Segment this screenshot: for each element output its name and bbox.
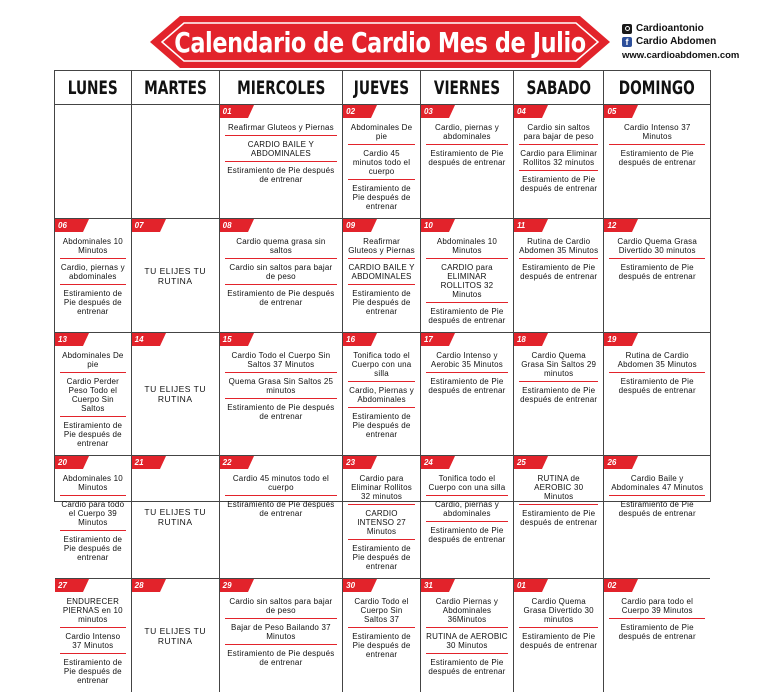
activity-item: CARDIO para ELIMINAR ROLLITOS 32 Minutos [426, 261, 508, 303]
free-choice-label: TU ELIJES TU RUTINA [144, 384, 206, 404]
activity-item: Estiramiento de Pie después de entrenar [618, 500, 696, 518]
activity-item: Abdominales De pie [60, 349, 126, 373]
day-number-badge: 13 [55, 333, 83, 346]
title-banner [150, 14, 610, 70]
activity-item: Cardio sin saltos para bajar de peso [519, 121, 599, 145]
activity-item: Cardio, piernas y abdominales [60, 261, 126, 285]
facebook-icon: f [622, 37, 632, 47]
activity-item: Cardio, piernas y abdominales [426, 498, 508, 522]
activity-item: Cardio 45 minutos todo el cuerpo [348, 147, 415, 180]
day-header-label: JUEVES [353, 76, 410, 99]
activity-item: Cardio para Eliminar Rollitos 32 minutos [519, 147, 599, 171]
calendar-day-cell [421, 456, 514, 579]
calendar-day-cell [421, 579, 514, 692]
activity-item: Cardio sin saltos para bajar de peso [225, 261, 337, 285]
activity-item: Estiramiento de Pie después de entrenar [63, 421, 123, 448]
activity-item: Estiramiento de Pie después de entrenar [520, 263, 598, 281]
day-number-badge: 25 [514, 456, 542, 469]
activity-item: CARDIO BAILE Y ABDOMINALES [348, 261, 415, 285]
day-header-jueves [343, 71, 421, 105]
day-number-badge: 24 [421, 456, 449, 469]
day-number-badge: 20 [55, 456, 83, 469]
day-header-miercoles [220, 71, 343, 105]
day-header-lunes [55, 71, 132, 105]
calendar-day-cell [132, 456, 220, 579]
calendar-day-cell [55, 333, 132, 456]
activity-item: Estiramiento de Pie después de entrenar [520, 386, 598, 404]
calendar-day-cell [514, 219, 605, 333]
calendar-day-cell [55, 456, 132, 579]
activity-item: Estiramiento de Pie después de entrenar [618, 623, 696, 641]
activity-item: RUTINA de AEROBIC 30 Minutos [426, 630, 508, 654]
activity-item: Estiramiento de Pie después de entrenar [428, 526, 506, 544]
calendar-day-cell [220, 579, 343, 692]
activity-item: Estiramiento de Pie después de entrenar [618, 149, 696, 167]
activity-item: Cardio Todo el Cuerpo Sin Saltos 37 [348, 595, 415, 628]
day-number-badge: 10 [421, 219, 449, 232]
activity-item: Rutina de Cardio Abdomen 35 Minutos [609, 349, 705, 373]
calendar-day-cell [514, 105, 605, 219]
day-number-badge: 19 [604, 333, 632, 346]
activity-item: Estiramiento de Pie después de entrenar [227, 500, 335, 518]
activity-item: Abdominales 10 Minutos [426, 235, 508, 259]
activity-item: Estiramiento de Pie después de entrenar [428, 377, 506, 395]
calendar-day-cell [132, 579, 220, 692]
day-header-label: SABADO [526, 76, 591, 99]
calendar-day-cell [55, 579, 132, 692]
social-links [622, 22, 739, 62]
calendar-day-cell [604, 456, 710, 579]
activity-item: CARDIO INTENSO 27 Minutos [348, 507, 415, 540]
activity-item: Estiramiento de Pie después de entrenar [352, 289, 411, 316]
activity-item: Cardio Baile y Abdominales 47 Minutos [609, 472, 705, 496]
activity-item: Estiramiento de Pie después de entrenar [227, 166, 335, 184]
activity-item: Cardio para todo el Cuerpo 39 Minutos [609, 595, 705, 619]
instagram-handle[interactable]: Cardioantonio [636, 23, 704, 34]
activity-item: Estiramiento de Pie después de entrenar [428, 658, 506, 676]
day-number-badge: 12 [604, 219, 632, 232]
activity-item: Cardio Perder Peso Todo el Cuerpo Sin Saltos [60, 375, 126, 417]
activity-item: Estiramiento de Pie después de entrenar [618, 263, 696, 281]
day-number-badge: 31 [421, 579, 449, 592]
website-link[interactable]: www.cardioabdomen.com [622, 50, 740, 61]
calendar-day-cell [604, 219, 710, 333]
day-number-badge: 30 [343, 579, 371, 592]
calendar-day-cell [220, 333, 343, 456]
day-header-label: DOMINGO [619, 76, 696, 99]
day-number-badge: 08 [220, 219, 248, 232]
calendar-day-cell [343, 105, 421, 219]
calendar-day-cell [132, 333, 220, 456]
day-number-badge: 03 [421, 105, 449, 118]
calendar-day-cell [55, 219, 132, 333]
day-number-badge: 06 [55, 219, 83, 232]
activity-item: Cardio quema grasa sin saltos [225, 235, 337, 259]
calendar-day-cell [343, 219, 421, 333]
facebook-handle[interactable]: Cardio Abdomen [636, 36, 717, 47]
page-title: Calendario de Cardio Mes de Julio [174, 25, 586, 59]
day-number-badge: 05 [604, 105, 632, 118]
activity-item: Estiramiento de Pie después de entrenar [352, 632, 411, 659]
day-header-label: VIERNES [433, 76, 501, 99]
activity-item: Cardio Piernas y Abdominales 36Minutos [426, 595, 508, 628]
activity-item: Estiramiento de Pie después de entrenar [352, 412, 411, 439]
activity-item: Cardio Intenso y Aerobic 35 Minutos [426, 349, 508, 373]
day-number-badge: 09 [343, 219, 371, 232]
calendar-day-cell [514, 456, 605, 579]
activity-item: Reafirmar Gluteos y Piernas [225, 121, 337, 136]
calendar-day-cell [421, 219, 514, 333]
activity-item: Cardio para Eliminar Rollitos 32 minutos [348, 472, 415, 505]
activity-item: Tonifica todo el Cuerpo con una silla [426, 472, 508, 496]
activity-item: CARDIO BAILE Y ABDOMINALES [225, 138, 337, 162]
day-header-label: MARTES [143, 76, 207, 99]
activity-item: Estiramiento de Pie después de entrenar [618, 377, 696, 395]
free-choice-label: TU ELIJES TU RUTINA [144, 507, 206, 527]
day-number-badge: 01 [514, 579, 542, 592]
day-header-martes [132, 71, 220, 105]
calendar-day-cell [343, 579, 421, 692]
activity-item: Estiramiento de Pie después de entrenar [520, 509, 598, 527]
activity-item: Reafirmar Gluteos y Piernas [348, 235, 415, 259]
calendar-day-cell [343, 456, 421, 579]
day-number-badge: 29 [220, 579, 248, 592]
activity-item: Bajar de Peso Bailando 37 Minutos [225, 621, 337, 645]
activity-item: Estiramiento de Pie después de entrenar [227, 403, 335, 421]
activity-item: Estiramiento de Pie después de entrenar [428, 307, 506, 325]
activity-item: Estiramiento de Pie después de entrenar [352, 184, 411, 211]
activity-item: Estiramiento de Pie después de entrenar [63, 535, 123, 562]
activity-item: Cardio Quema Grasa Sin Saltos 29 minutos [519, 349, 599, 382]
day-number-badge: 17 [421, 333, 449, 346]
activity-item: Cardio Quema Grasa Divertido 30 minutos [609, 235, 705, 259]
activity-item: Rutina de Cardio Abdomen 35 Minutos [519, 235, 599, 259]
activity-item: Estiramiento de Pie después de entrenar [520, 175, 598, 193]
calendar-day-cell [514, 333, 605, 456]
activity-item: Tonifica todo el Cuerpo con una silla [348, 349, 415, 382]
day-header-domingo [604, 71, 710, 105]
free-choice-label: TU ELIJES TU RUTINA [144, 625, 206, 646]
day-number-badge: 15 [220, 333, 248, 346]
activity-item: Estiramiento de Pie después de entrenar [63, 289, 123, 316]
calendar-day-cell [604, 105, 710, 219]
day-number-badge: 01 [220, 105, 248, 118]
calendar-day-cell [604, 579, 710, 692]
calendar-day-cell [604, 333, 710, 456]
calendar-day-cell [132, 219, 220, 333]
day-number-badge: 04 [514, 105, 542, 118]
activity-item: Abdominales 10 Minutos [60, 235, 126, 259]
calendar-day-cell [421, 105, 514, 219]
activity-item: Cardio Intenso 37 Minutos [60, 630, 126, 654]
day-number-badge: 28 [132, 579, 160, 592]
activity-item: Cardio, piernas y abdominales [426, 121, 508, 145]
calendar-day-cell [421, 333, 514, 456]
activity-item: Cardio sin saltos para bajar de peso [225, 595, 337, 619]
activity-item: ENDURECER PIERNAS en 10 minutos [60, 595, 126, 628]
calendar-grid [54, 70, 711, 685]
day-number-badge: 14 [132, 333, 160, 346]
calendar-day-cell [55, 105, 132, 219]
free-choice-label: TU ELIJES TU RUTINA [144, 265, 206, 286]
calendar-day-cell [220, 219, 343, 333]
day-number-badge: 18 [514, 333, 542, 346]
day-header-label: MIERCOLES [236, 76, 325, 99]
day-number-badge: 07 [132, 219, 160, 232]
activity-item: Estiramiento de Pie después de entrenar [227, 649, 335, 667]
calendar-day-cell [220, 105, 343, 219]
activity-item: Abdominales De pie [348, 121, 415, 145]
activity-item: Cardio 45 minutos todo el cuerpo [225, 472, 337, 496]
activity-item: Cardio Todo el Cuerpo Sin Saltos 37 Minutos [225, 349, 337, 373]
activity-item: Quema Grasa Sin Saltos 25 minutos [225, 375, 337, 399]
instagram-icon [622, 24, 632, 34]
day-header-viernes [421, 71, 514, 105]
activity-item: Estiramiento de Pie después de entrenar [63, 658, 123, 685]
day-number-badge: 16 [343, 333, 371, 346]
day-header-sabado [514, 71, 605, 105]
day-number-badge: 21 [132, 456, 160, 469]
calendar-day-cell [132, 105, 220, 219]
activity-item: Cardio Intenso 37 Minutos [609, 121, 705, 145]
calendar-day-cell [514, 579, 605, 692]
day-number-badge: 26 [604, 456, 632, 469]
activity-item: Estiramiento de Pie después de entrenar [352, 544, 411, 571]
day-number-badge: 02 [604, 579, 632, 592]
activity-item: Cardio, Piernas y Abdominales [348, 384, 415, 408]
activity-item: Cardio Quema Grasa Divertido 30 minutos [519, 595, 599, 628]
day-number-badge: 22 [220, 456, 248, 469]
activity-item: Cardio para todo el Cuerpo 39 Minutos [60, 498, 126, 531]
activity-item: Abdominales 10 Minutos [60, 472, 126, 496]
day-number-badge: 11 [514, 219, 542, 232]
day-number-badge: 23 [343, 456, 371, 469]
day-number-badge: 27 [55, 579, 83, 592]
calendar-day-cell [220, 456, 343, 579]
day-header-label: LUNES [67, 76, 118, 99]
calendar-day-cell [343, 333, 421, 456]
activity-item: Estiramiento de Pie después de entrenar [227, 289, 335, 307]
activity-item: Estiramiento de Pie después de entrenar [520, 632, 598, 650]
day-number-badge: 02 [343, 105, 371, 118]
activity-item: Estiramiento de Pie después de entrenar [428, 149, 506, 167]
activity-item: RUTINA de AEROBIC 30 Minutos [519, 472, 599, 505]
